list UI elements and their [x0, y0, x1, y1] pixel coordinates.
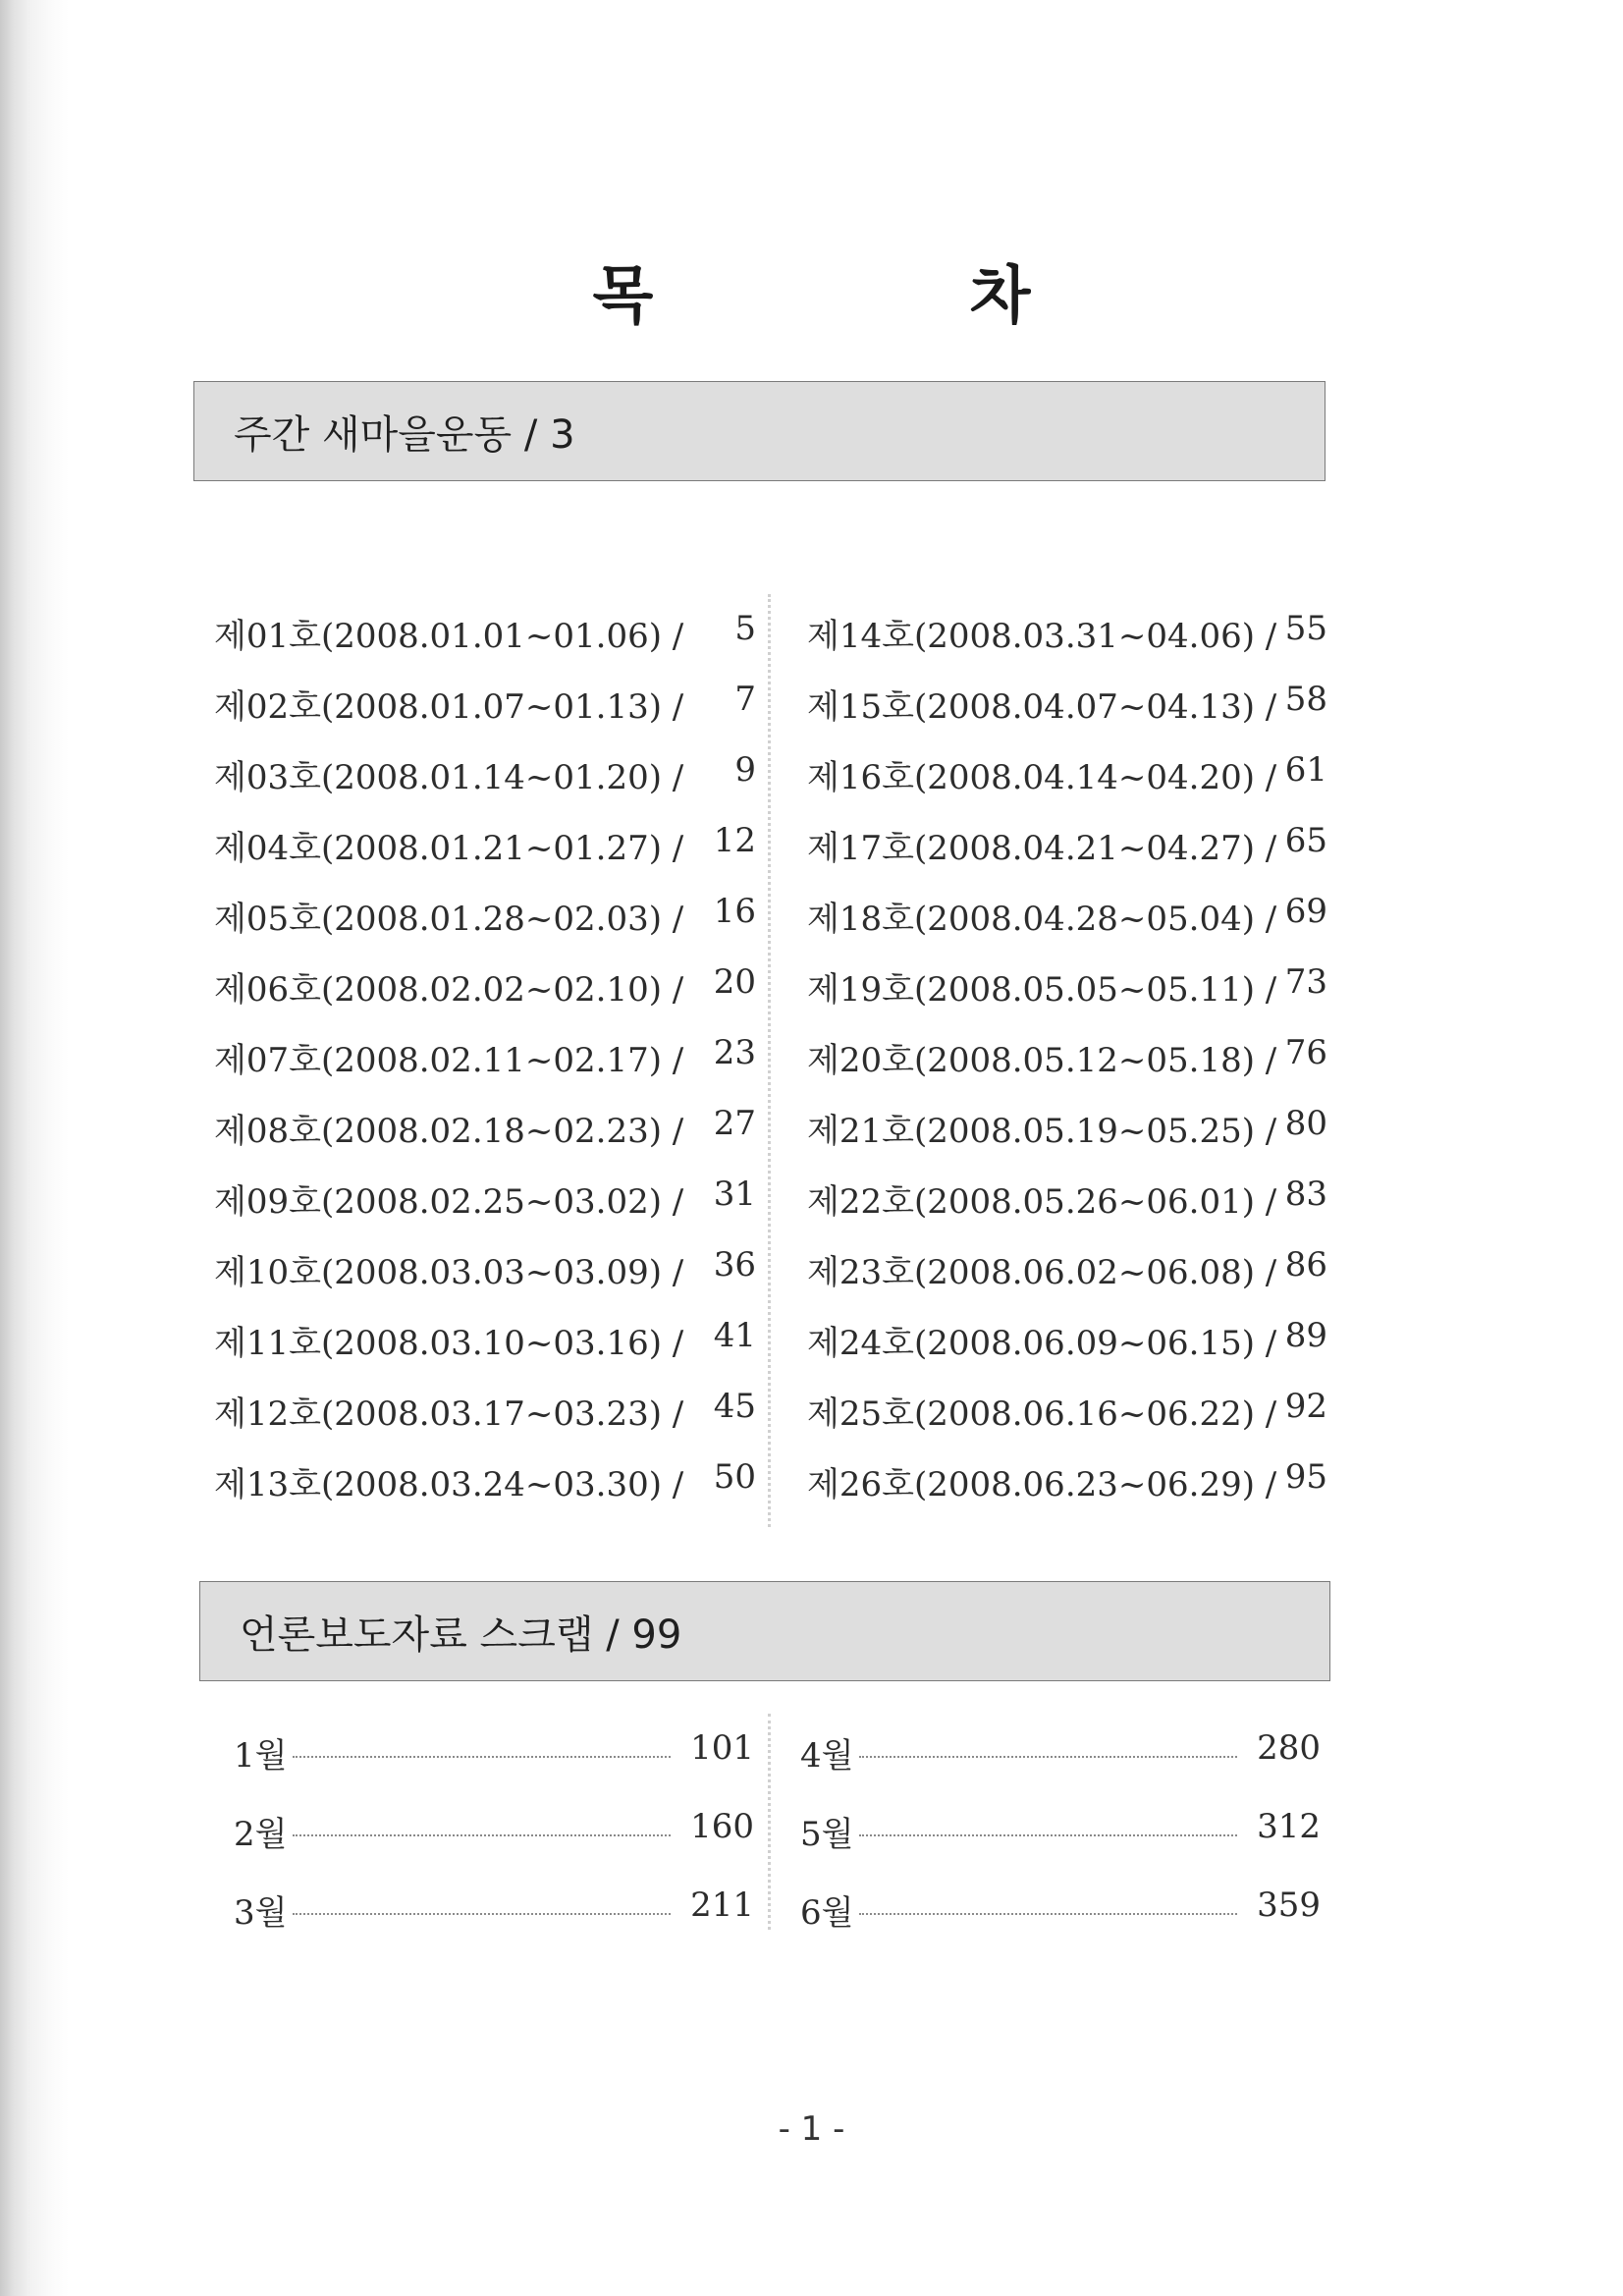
issue-page-number: 9 — [734, 750, 756, 790]
issue-label: 제22호(2008.05.26~06.01) / — [807, 1182, 1277, 1222]
issue-page-number: 89 — [1284, 1316, 1327, 1355]
dot-leader — [859, 1913, 1237, 1915]
month-label: 5월 — [800, 1815, 854, 1854]
issue-entry — [214, 1175, 756, 1224]
issue-entry — [214, 821, 756, 870]
issue-entry — [214, 892, 756, 941]
issue-label: 제21호(2008.05.19~05.25) / — [807, 1112, 1277, 1151]
issue-label: 제11호(2008.03.10~03.16) / — [214, 1324, 684, 1363]
issue-page-number: 83 — [1284, 1175, 1327, 1214]
month-entry — [800, 1886, 1321, 1935]
month-entry — [234, 1886, 754, 1935]
dot-leader — [859, 1756, 1237, 1758]
issue-page-number: 27 — [713, 1104, 756, 1143]
month-page-number: 280 — [1257, 1728, 1321, 1768]
issue-label: 제10호(2008.03.03~03.09) / — [214, 1253, 684, 1292]
issue-label: 제05호(2008.01.28~02.03) / — [214, 900, 684, 939]
issue-page-number: 69 — [1284, 892, 1327, 931]
issue-page-number: 92 — [1284, 1387, 1327, 1426]
issue-page-number: 16 — [713, 892, 756, 931]
issue-entry — [807, 1316, 1327, 1365]
month-entry — [800, 1728, 1321, 1777]
issue-label: 제01호(2008.01.01~01.06) / — [214, 617, 684, 656]
issue-entry — [807, 821, 1327, 870]
issue-label: 제17호(2008.04.21~04.27) / — [807, 829, 1277, 868]
column-divider — [768, 594, 771, 1527]
issue-label: 제06호(2008.02.02~02.10) / — [214, 970, 684, 1010]
month-label: 2월 — [234, 1815, 288, 1854]
issue-page-number: 5 — [734, 609, 756, 648]
section-header-weekly-label: 주간 새마을운동 / 3 — [234, 411, 575, 458]
issue-label: 제23호(2008.06.02~06.08) / — [807, 1253, 1277, 1292]
issue-entry — [807, 609, 1327, 658]
month-page-number: 359 — [1257, 1886, 1321, 1925]
issue-entry — [214, 1033, 756, 1082]
issue-page-number: 61 — [1284, 750, 1327, 790]
issue-entry — [807, 1104, 1327, 1153]
month-page-number: 101 — [690, 1728, 754, 1768]
issue-page-number: 23 — [713, 1033, 756, 1072]
issue-page-number: 76 — [1284, 1033, 1327, 1072]
issue-label: 제12호(2008.03.17~03.23) / — [214, 1394, 684, 1434]
issue-entry — [807, 750, 1327, 799]
section-header-weekly — [193, 381, 1325, 481]
month-label: 4월 — [800, 1736, 854, 1776]
issue-page-number: 36 — [713, 1245, 756, 1285]
issue-label: 제25호(2008.06.16~06.22) / — [807, 1394, 1277, 1434]
issue-page-number: 12 — [713, 821, 756, 860]
month-entry — [234, 1728, 754, 1777]
issue-page-number: 95 — [1284, 1457, 1327, 1497]
issue-entry — [807, 1175, 1327, 1224]
issue-page-number: 73 — [1284, 962, 1327, 1002]
dot-leader — [293, 1834, 671, 1836]
issue-page-number: 55 — [1284, 609, 1327, 648]
issue-label: 제18호(2008.04.28~05.04) / — [807, 900, 1277, 939]
month-column-divider — [768, 1714, 771, 1930]
month-entry — [800, 1807, 1321, 1856]
issue-page-number: 58 — [1284, 680, 1327, 719]
issue-entry — [214, 1316, 756, 1365]
issue-entry — [214, 962, 756, 1011]
issue-entry — [214, 1245, 756, 1294]
issue-label: 제07호(2008.02.11~02.17) / — [214, 1041, 684, 1080]
issue-entry — [214, 1387, 756, 1436]
document-title: 목 차 — [592, 259, 1178, 333]
month-label: 1월 — [234, 1736, 288, 1776]
dot-leader — [293, 1913, 671, 1915]
issue-page-number: 65 — [1284, 821, 1327, 860]
issue-page-number: 20 — [713, 962, 756, 1002]
issue-entry — [214, 1104, 756, 1153]
issue-page-number: 86 — [1284, 1245, 1327, 1285]
issue-page-number: 41 — [713, 1316, 756, 1355]
issue-label: 제09호(2008.02.25~03.02) / — [214, 1182, 684, 1222]
issue-label: 제19호(2008.05.05~05.11) / — [807, 970, 1277, 1010]
issue-entry — [807, 1387, 1327, 1436]
issue-entry — [214, 1457, 756, 1506]
issue-label: 제08호(2008.02.18~02.23) / — [214, 1112, 684, 1151]
month-label: 3월 — [234, 1893, 288, 1933]
issue-label: 제14호(2008.03.31~04.06) / — [807, 617, 1277, 656]
section-header-press — [199, 1581, 1330, 1681]
month-page-number: 211 — [690, 1886, 754, 1925]
issue-label: 제24호(2008.06.09~06.15) / — [807, 1324, 1277, 1363]
issue-entry — [214, 750, 756, 799]
issue-label: 제20호(2008.05.12~05.18) / — [807, 1041, 1277, 1080]
issue-entry — [807, 1033, 1327, 1082]
month-page-number: 160 — [690, 1807, 754, 1846]
month-page-number: 312 — [1257, 1807, 1321, 1846]
section-header-press-label: 언론보도자료 스크랩 / 99 — [240, 1612, 682, 1658]
issue-label: 제04호(2008.01.21~01.27) / — [214, 829, 684, 868]
issue-entry — [807, 680, 1327, 729]
issue-page-number: 80 — [1284, 1104, 1327, 1143]
issue-page-number: 50 — [713, 1457, 756, 1497]
dot-leader — [293, 1756, 671, 1758]
issue-page-number: 7 — [734, 680, 756, 719]
issue-page-number: 31 — [713, 1175, 756, 1214]
issue-entry — [214, 609, 756, 658]
issue-label: 제03호(2008.01.14~01.20) / — [214, 758, 684, 797]
issue-label: 제16호(2008.04.14~04.20) / — [807, 758, 1277, 797]
issue-label: 제26호(2008.06.23~06.29) / — [807, 1465, 1277, 1504]
issue-label: 제15호(2008.04.07~04.13) / — [807, 687, 1277, 727]
page-number: - 1 - — [778, 2109, 845, 2149]
issue-entry — [807, 962, 1327, 1011]
issue-entry — [214, 680, 756, 729]
month-label: 6월 — [800, 1893, 854, 1933]
issue-label: 제02호(2008.01.07~01.13) / — [214, 687, 684, 727]
month-entry — [234, 1807, 754, 1856]
dot-leader — [859, 1834, 1237, 1836]
issue-page-number: 45 — [713, 1387, 756, 1426]
issue-entry — [807, 1245, 1327, 1294]
issue-entry — [807, 892, 1327, 941]
page-edge-shadow — [0, 0, 69, 2296]
issue-entry — [807, 1457, 1327, 1506]
issue-label: 제13호(2008.03.24~03.30) / — [214, 1465, 684, 1504]
